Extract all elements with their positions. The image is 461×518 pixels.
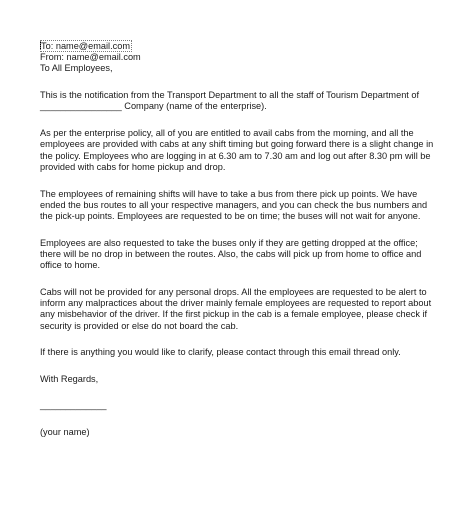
paragraph-notification: This is the notification from the Transport Department to all the staff of Tourism Department of ________________ Company (name of the enterprise). — [40, 90, 420, 112]
closing-regards: With Regards, — [40, 374, 99, 385]
paragraph-contact: If there is anything you would like to clarify, please contact through this email thread only. — [40, 347, 401, 358]
paragraph-policy: As per the enterprise policy, all of you are entitled to avail cabs from the morning, and all the employees are provided with cabs at any shift timing but going forward there is a slight change in the policy. Employees who are logging in at 6.30 am to 7.30 am and log out after 8.30 pm will be provided with cabs for home pickup and drop. — [40, 128, 434, 172]
paragraph-bus-usage: Employees are also requested to take the buses only if they are getting dropped at the office; there will be no drop in between the routes. Also, the cabs will pick up from home to office and office to home. — [40, 237, 422, 271]
from-line: From: name@email.com — [40, 52, 141, 63]
signature-blank: _____________ — [40, 399, 107, 410]
to-address: name@email.com — [55, 41, 131, 51]
to-prefix: To: — [41, 41, 54, 51]
letter-document — [40, 40, 435, 438]
paragraph-bus-routes: The employees of remaining shifts will have to take a bus from there pick up points. We have ended the bus routes to all your respective managers, and you can check the bus numbers and the pick-up points. Employees are requested to be on time; the buses will not wait for anyone. — [40, 188, 428, 222]
to-field[interactable] — [41, 41, 131, 51]
to-line[interactable] — [40, 40, 435, 52]
name-placeholder: (your name) — [40, 426, 90, 437]
greeting: To All Employees, — [40, 63, 113, 74]
paragraph-safety: Cabs will not be provided for any personal drops. All the employees are requested to be alert to inform any malpractices about the driver mainly female employees are requested to report about any misbehavior of the driver. If the first pickup in the cab is a female employee, please check if security is provided or else do not board the cab. — [40, 287, 432, 331]
